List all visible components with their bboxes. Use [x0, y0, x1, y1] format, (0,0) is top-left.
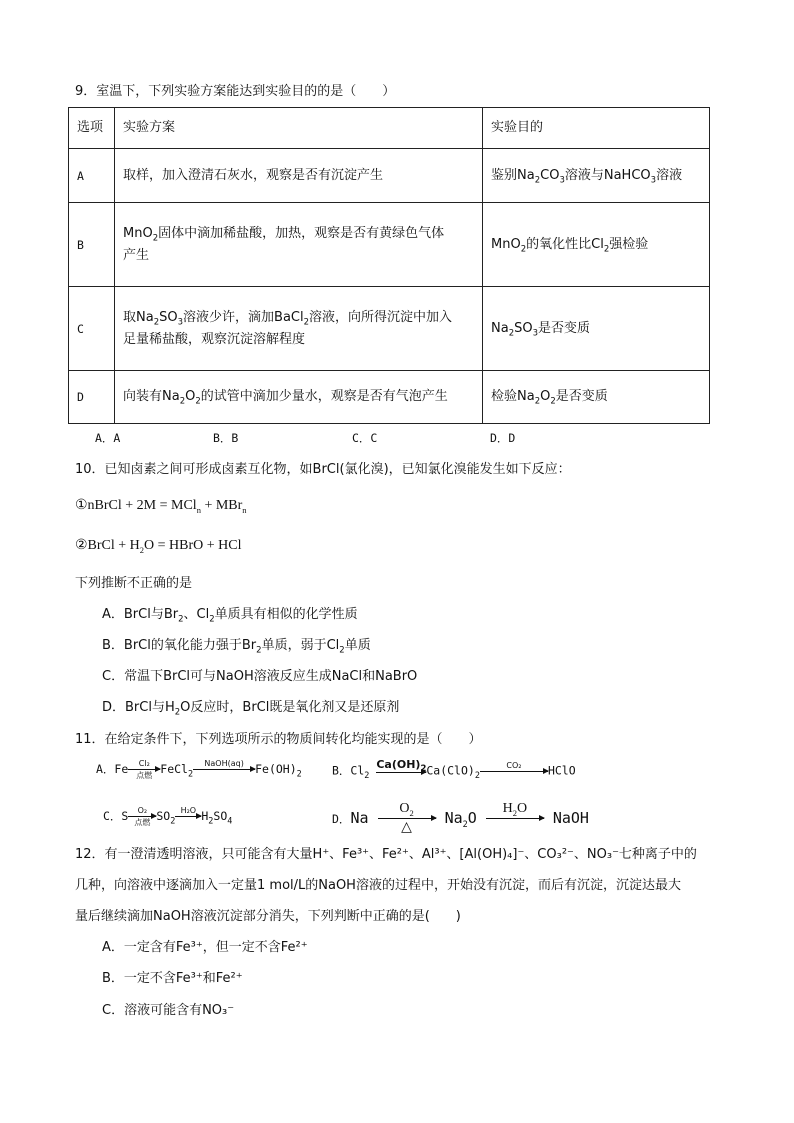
- reaction-arrow-icon: NaOH(aq): [193, 759, 255, 780]
- header-goal: 实验目的: [483, 108, 710, 149]
- table-row: [69, 287, 710, 371]
- q9-header-row: [69, 108, 710, 149]
- q12-option-c: C．溶液可能含有NO₃⁻: [102, 1003, 235, 1018]
- option-b: B: [69, 203, 115, 287]
- q12-stem-line-3: 量后继续滴加NaOH溶液沉淀部分消失，下列判断中正确的是( ): [75, 909, 461, 924]
- q12-stem-line-1: 12．有一澄清透明溶液，只可能含有大量H⁺、Fe³⁺、Fe²⁺、Al³⁺、[Al(OH)₄]⁻、CO₃²⁻、NO₃⁻七种离子中的: [75, 847, 697, 862]
- q11-stem: 11．在给定条件下，下列选项所示的物质间转化均能实现的是（ ）: [75, 732, 482, 747]
- q10-option-c: C．常温下BrCl可与NaOH溶液反应生成NaCl和NaBrO: [102, 669, 418, 684]
- reaction-arrow-icon: CO₂: [480, 761, 548, 782]
- plan-b: MnO$_2$固体中滴加稀盐酸，加热，观察是否有黄绿色气体 产生: [115, 203, 483, 287]
- q12-stem-line-2: 几种，向溶液中逐滴加入一定量1 mol/L的NaOH溶液的过程中，开始没有沉淀，而后有沉淀，沉淀达最大: [75, 878, 681, 893]
- q12-option-b: B．一定不含Fe³⁺和Fe²⁺: [102, 971, 243, 986]
- q9-stem: 9．室温下，下列实验方案能达到实验目的的是（ ）: [75, 84, 396, 99]
- q11-option-d: D．Na $O_2$ △ $Na_2O$ $H_2O$ NaOH: [332, 801, 589, 835]
- table-row: [69, 149, 710, 203]
- header-plan: 实验方案: [115, 108, 483, 149]
- q9-choice-b: B．B: [213, 431, 239, 445]
- q10-equation-1: ①nBrCl + 2M = MCl$_n$ + MBr$_n$: [75, 498, 247, 515]
- q11-option-a: A．Fe Cl₂ 点燃 FeCl$_2$ NaOH(aq) $Fe(OH)_2$: [96, 759, 302, 780]
- q12-option-a: A．一定含有Fe³⁺，但一定不含Fe²⁺: [102, 940, 308, 955]
- goal-a: 鉴别$Na_2CO_3$溶液与NaHCO$_3$溶液: [483, 149, 710, 203]
- q9-table: [68, 107, 710, 424]
- q10-stem: 10．已知卤素之间可形成卤素互化物，如BrCl(氯化溴)，已知氯化溴能发生如下反应：: [75, 462, 571, 477]
- table-row: [69, 371, 710, 424]
- goal-c: $Na_2SO_3$是否变质: [483, 287, 710, 371]
- option-d: D: [69, 371, 115, 424]
- option-c: C: [69, 287, 115, 371]
- option-a: A: [69, 149, 115, 203]
- goal-b: MnO$_2$的氧化性比$Cl_2$强检验: [483, 203, 710, 287]
- q10-option-d: D．BrCl与$H_2O$反应时，BrCl既是氧化剂又是还原剂: [102, 700, 400, 718]
- q11-option-b: B．$Cl_2$ Ca(OH) $Ca(ClO)_2$ CO₂ HClO: [332, 759, 576, 783]
- q10-prompt: 下列推断不正确的是: [75, 576, 193, 591]
- q9-choice-d: D．D: [490, 431, 516, 445]
- reaction-arrow-icon: Cl₂ 点燃: [128, 759, 160, 780]
- q10-option-a: A．BrCl与$Br_2$、$Cl_2$单质具有相似的化学性质: [102, 607, 358, 625]
- q10-equation-2: ②BrCl + $H_2O$ = HBrO + HCl: [75, 538, 242, 555]
- table-row: [69, 203, 710, 287]
- plan-d: 向装有$Na_2O_2$的试管中滴加少量水，观察是否有气泡产生: [115, 371, 483, 424]
- q11-option-c: C．S O₂ 点燃 $SO_2$ H₂O $H_2SO_4$: [103, 806, 233, 827]
- reaction-arrow-icon: $H_2O$: [486, 801, 544, 836]
- reaction-arrow-icon: O₂ 点燃: [128, 806, 156, 827]
- q9-choice-a: A．A: [95, 431, 121, 445]
- reaction-arrow-icon: $O_2$ △: [378, 801, 436, 836]
- header-option: 选项: [69, 108, 115, 149]
- reaction-arrow-icon: H₂O: [175, 806, 201, 827]
- reaction-arrow-icon: Ca(OH): [376, 759, 426, 783]
- plan-a: 取样，加入澄清石灰水，观察是否有沉淀产生: [115, 149, 483, 203]
- plan-c: 取$Na_2SO_3$溶液少许，滴加BaCl$_2$溶液，向所得沉淀中加入 足量稀盐酸，观察沉淀溶解程度: [115, 287, 483, 371]
- q10-option-b: B．BrCl的氧化能力强于$Br_2$单质，弱于$Cl_2$单质: [102, 638, 371, 656]
- goal-d: 检验$Na_2O_2$是否变质: [483, 371, 710, 424]
- q9-choice-c: C．C: [352, 431, 378, 445]
